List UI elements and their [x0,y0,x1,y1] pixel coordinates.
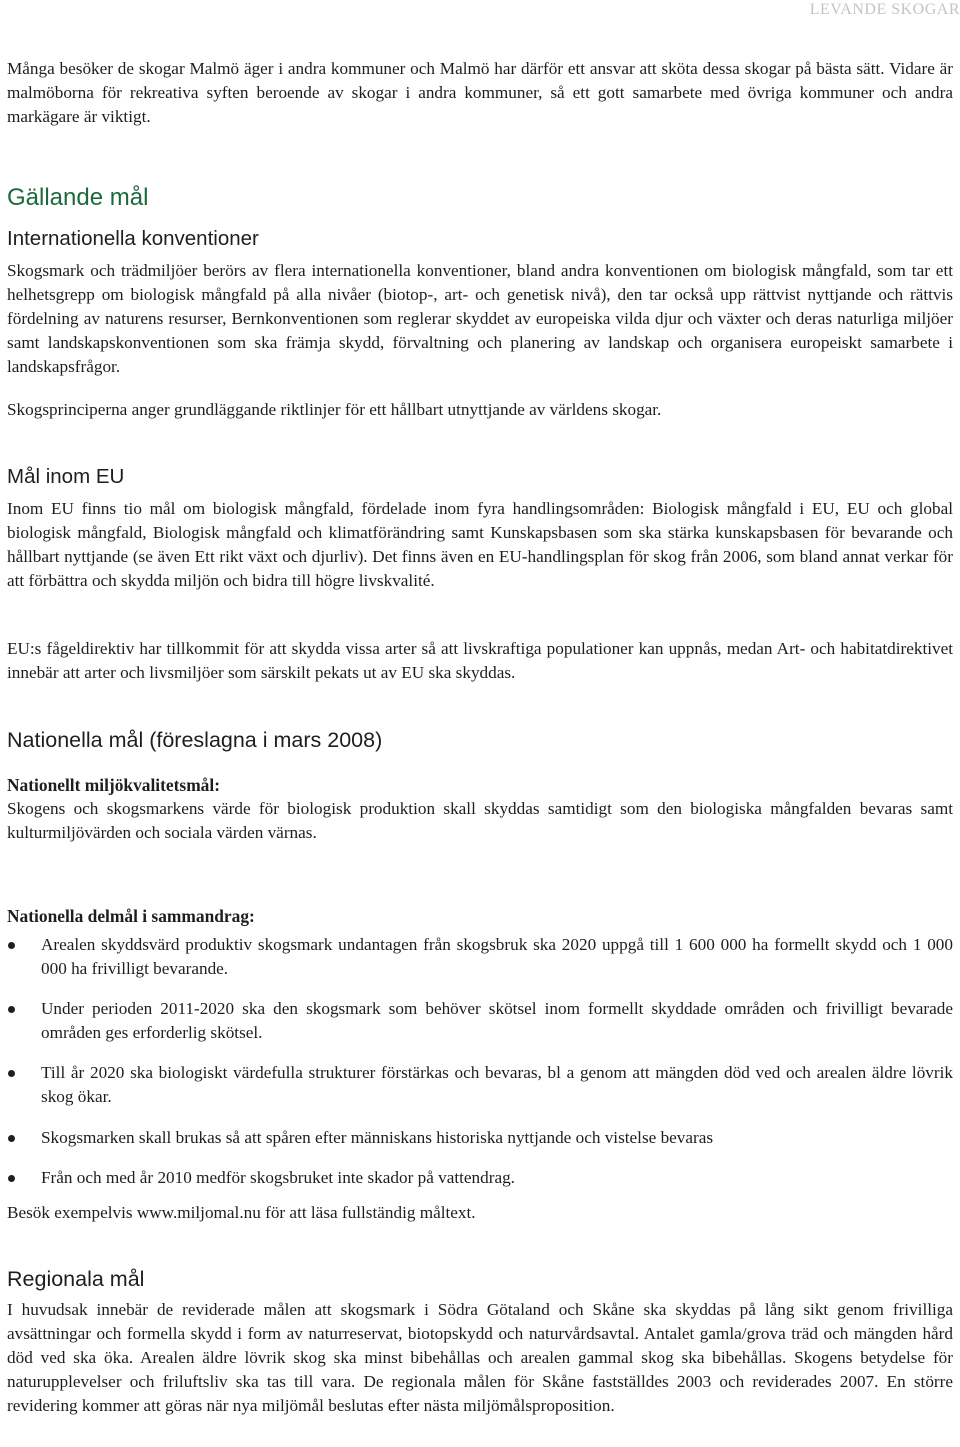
national-sub-goals-list [7,933,953,1190]
list-item: Från och med år 2010 medför skogsbruket inte skador på vattendrag. [7,1166,953,1190]
running-header: LEVANDE SKOGAR [809,1,960,18]
list-item: Till år 2020 ska biologiskt värdefulla strukturer förstärkas och bevaras, bl a genom att mängden död ved och arealen äldre lövrik skog ökar. [7,1061,953,1109]
national-env-goal-paragraph: Skogens och skogsmarkens värde för biologisk produktion skall skyddas samtidigt som den biologiska mångfalden bevaras samt kulturmiljövärden och sociala värden värnas. [7,799,953,843]
section-heading-regionala-mal: Regionala mål [7,1267,145,1291]
subheading-nationellt-miljokvalitetsmal: Nationellt miljökvalitetsmål: [7,775,221,795]
subheading-mal-inom-eu: Mål inom EU [7,465,125,488]
section-heading-gallande-mal: Gällande mål [7,184,149,211]
section-heading-nationella-mal: Nationella mål (föreslagna i mars 2008) [7,728,383,752]
list-item: Skogsmarken skall brukas så att spåren efter människans historiska nyttjande och vistelse bevaras [7,1126,953,1150]
regional-paragraph: I huvudsak innebär de reviderade målen att skogsmark i Södra Götaland och Skåne ska skyddas på lång sikt genom frivilliga avsättningar och formella skydd i form av naturreservat, biotopskydd och naturvårdsavtal. Antalet gamla/grova träd och mängden hård död ved ska öka. Arealen äldre lövrik skog ska minst bibehållas och arealen gammal skog ska bibehållas. Skogens betydelse för naturupplevelser och friluftsliv ska tas till vara. De regionala målen för Skåne fastställdes 2003 och reviderades 2007. En större revidering kommer att göras när nya miljömål beslutas efter nästa miljömålsproposition. [7,1300,953,1416]
international-paragraph: Skogsmark och trädmiljöer berörs av flera internationella konventioner, bland andra konventionen om biologisk mångfald, som tar ett helhetsgrepp om biologisk mångfald på alla nivåer (biotop-, art- och genetisk nivå), den tar också upp rättvist nyttjande och rättvis fördelning av naturens resurser, Bernkonventionen som reglerar skyddet av europeiska vilda djur och växter och deras naturliga miljöer samt landskapskonventionen som ska främja skydd, förvaltning och planering av landskap och organisera europeiskt samarbete i landskapsfrågor. [7,261,953,377]
eu-directive-paragraph: EU:s fågeldirektiv har tillkommit för att skydda vissa arter så att livskraftiga populationer kan uppnås, medan Art- och habitatdirektivet innebär att arter och livsmiljöer som särskilt pekats ut av EU ska skyddas. [7,639,953,683]
subheading-nationella-delmal: Nationella delmål i sammandrag: [7,906,255,926]
subheading-internationella-konventioner: Internationella konventioner [7,227,259,250]
miljomal-reference: Besök exempelvis www.miljomal.nu för att läsa fullständig måltext. [7,1203,476,1222]
list-item: Arealen skyddsvärd produktiv skogsmark undantagen från skogsbruk ska 2020 uppgå till 1 600 000 ha formellt skydd och 1 000 000 ha frivilligt bevarande. [7,933,953,981]
eu-paragraph: Inom EU finns tio mål om biologisk mångfald, fördelade inom fyra handlingsområden: Biologisk mångfald i EU, EU och global biologisk mångfald, Biologisk mångfald och klimatförändring samt Kunskapsbasen som ska stärka kunskapsbasen för bevarande och hållbart nyttjande (se även Ett rikt växt och djurliv). Det finns även en EU-handlingsplan för skog från 2006, som bland annat verkar för att förbättra och skydda miljön och bidra till högre livskvalité. [7,499,953,591]
intro-paragraph: Många besöker de skogar Malmö äger i andra kommuner och Malmö har därför ett ansvar att sköta dessa skogar på bästa sätt. Vidare är malmöborna för rekreativa syften beroende av skogar i andra kommuner, så ett gott samarbete med övriga kommuner och andra markägare är viktigt. [7,59,953,127]
list-item: Under perioden 2011-2020 ska den skogsmark som behöver skötsel inom formellt skyddade områden och frivilligt bevarade områden ges erforderlig skötsel. [7,997,953,1045]
forest-principles-paragraph: Skogsprinciperna anger grundläggande riktlinjer för ett hållbart utnyttjande av världens skogar. [7,400,662,419]
